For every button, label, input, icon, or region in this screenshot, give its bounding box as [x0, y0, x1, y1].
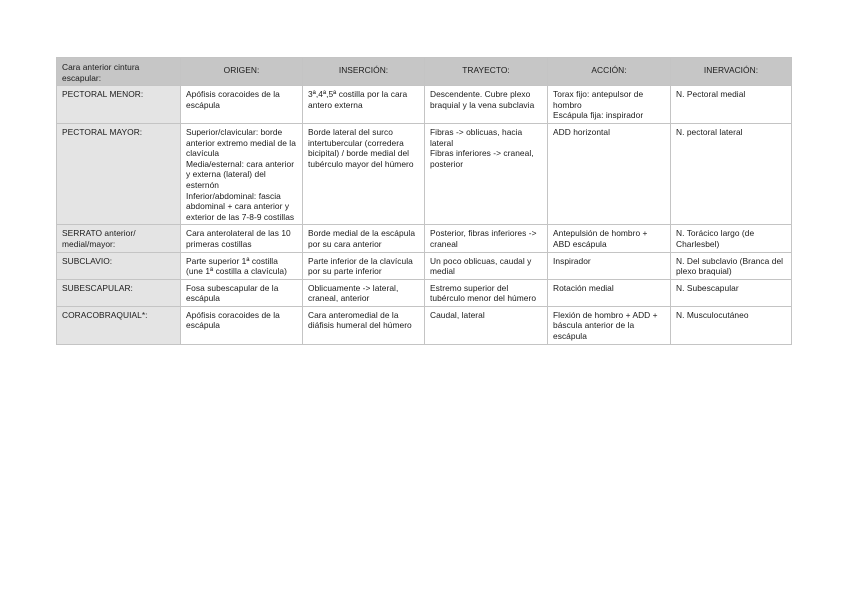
- table-body: [57, 86, 792, 344]
- trayecto-text: Posterior, fibras inferiores -> craneal: [430, 228, 537, 249]
- header-insercion: INSERCIÓN:: [303, 58, 425, 86]
- header-accion: ACCIÓN:: [548, 58, 671, 86]
- header-origen: ORIGEN:: [181, 58, 303, 86]
- origen-text: Apófisis coracoides de la escápula: [186, 89, 280, 110]
- origen-text: Superior/clavicular: borde anterior extremo medial de la clavícula Media/esternal: cara anterior y externa (lateral) del esternón Inferior/abdominal: fascia abdominal + cara anterior y exterior de las 7-8-9 costillas: [186, 126, 296, 222]
- insercion-text: 3ª,4ª,5ª costilla por la cara antero externa: [308, 89, 408, 110]
- accion-text: Torax fijo: antepulsor de hombro Escápula fija: inspirador: [553, 89, 644, 121]
- accion-cell: [548, 252, 671, 279]
- insercion-text: Parte inferior de la clavícula por su parte inferior: [308, 255, 413, 277]
- trayecto-text: Fibras -> oblicuas, hacia lateral Fibras inferiores -> craneal, posterior: [430, 126, 534, 169]
- inervacion-text: N. Musculocutáneo: [676, 309, 749, 320]
- accion-cell: [548, 86, 671, 124]
- header-row: [57, 58, 792, 86]
- header-muscle: Cara anterior cintura escapular:: [57, 58, 181, 86]
- insercion-cell: [303, 225, 425, 252]
- muscle-name-cell: [57, 306, 181, 344]
- trayecto-text: Un poco oblicuas, caudal y medial: [430, 255, 532, 277]
- muscle-name: PECTORAL MAYOR:: [62, 126, 143, 137]
- insercion-text: Borde lateral del surco intertubercular (corredera bicipital) / borde medial del tubérculo mayor del húmero: [308, 126, 414, 169]
- inervacion-text: N. Torácico largo (de Charlesbel): [676, 228, 755, 249]
- muscle-name: SUBCLAVIO:: [62, 255, 113, 266]
- inervacion-cell: [671, 86, 792, 124]
- origen-cell: [181, 123, 303, 224]
- accion-text: ADD horizontal: [553, 126, 611, 137]
- table-header: [57, 58, 792, 86]
- muscle-name-cell: [57, 252, 181, 279]
- trayecto-cell: [425, 306, 548, 344]
- table-row: [57, 225, 792, 252]
- inervacion-text: N. Pectoral medial: [676, 89, 746, 100]
- table-row: [57, 306, 792, 344]
- table-row: [57, 86, 792, 124]
- origen-text: Apófisis coracoides de la escápula: [186, 309, 280, 331]
- insercion-text: Oblicuamente -> lateral, craneal, anterior: [308, 282, 399, 304]
- accion-cell: [548, 279, 671, 306]
- inervacion-text: N. Subescapular: [676, 282, 739, 293]
- table-row: [57, 252, 792, 279]
- muscle-name: CORACOBRAQUIAL*:: [62, 309, 148, 320]
- accion-text: Rotación medial: [553, 282, 614, 293]
- muscle-name-cell: [57, 279, 181, 306]
- accion-text: Inspirador: [553, 255, 591, 266]
- muscles-table: [56, 57, 792, 345]
- accion-cell: [548, 225, 671, 252]
- insercion-cell: [303, 123, 425, 224]
- header-trayecto: TRAYECTO:: [425, 58, 548, 86]
- muscle-name-cell: [57, 123, 181, 224]
- inervacion-text: N. Del subclavio (Branca del plexo braquial): [676, 255, 784, 277]
- trayecto-cell: [425, 252, 548, 279]
- origen-text: Parte superior 1ª costilla (une 1ª costilla a clavícula): [186, 255, 287, 277]
- trayecto-text: Estremo superior del tubérculo menor del húmero: [430, 282, 537, 304]
- accion-text: Antepulsión de hombro + ABD escápula: [553, 228, 648, 249]
- insercion-text: Borde medial de la escápula por su cara anterior: [308, 228, 416, 249]
- muscle-name: PECTORAL MENOR:: [62, 89, 144, 100]
- insercion-cell: [303, 306, 425, 344]
- trayecto-text: Descendente. Cubre plexo braquial y la vena subclavia: [430, 89, 535, 110]
- table-row: [57, 123, 792, 224]
- trayecto-cell: [425, 225, 548, 252]
- origen-cell: [181, 86, 303, 124]
- insercion-cell: [303, 86, 425, 124]
- table-row: [57, 279, 792, 306]
- header-inervacion: INERVACIÓN:: [671, 58, 792, 86]
- trayecto-cell: [425, 279, 548, 306]
- inervacion-cell: [671, 225, 792, 252]
- inervacion-cell: [671, 279, 792, 306]
- origen-cell: [181, 225, 303, 252]
- inervacion-cell: [671, 123, 792, 224]
- muscle-name: SUBESCAPULAR:: [62, 282, 133, 293]
- accion-text: Flexión de hombro + ADD + báscula anterior de la escápula: [553, 309, 658, 342]
- origen-cell: [181, 279, 303, 306]
- accion-cell: [548, 123, 671, 224]
- insercion-cell: [303, 252, 425, 279]
- muscle-name-cell: [57, 86, 181, 124]
- inervacion-cell: [671, 252, 792, 279]
- insercion-cell: [303, 279, 425, 306]
- muscle-name-cell: [57, 225, 181, 252]
- origen-text: Fosa subescapular de la escápula: [186, 282, 279, 304]
- muscle-name: SERRATO anterior/ medial/mayor:: [62, 228, 136, 249]
- origen-text: Cara anterolateral de las 10 primeras costillas: [186, 228, 291, 249]
- trayecto-cell: [425, 86, 548, 124]
- inervacion-text: N. pectoral lateral: [676, 126, 743, 137]
- trayecto-cell: [425, 123, 548, 224]
- origen-cell: [181, 252, 303, 279]
- insercion-text: Cara anteromedial de la diáfisis humeral del húmero: [308, 309, 412, 331]
- origen-cell: [181, 306, 303, 344]
- trayecto-text: Caudal, lateral: [430, 309, 485, 320]
- accion-cell: [548, 306, 671, 344]
- inervacion-cell: [671, 306, 792, 344]
